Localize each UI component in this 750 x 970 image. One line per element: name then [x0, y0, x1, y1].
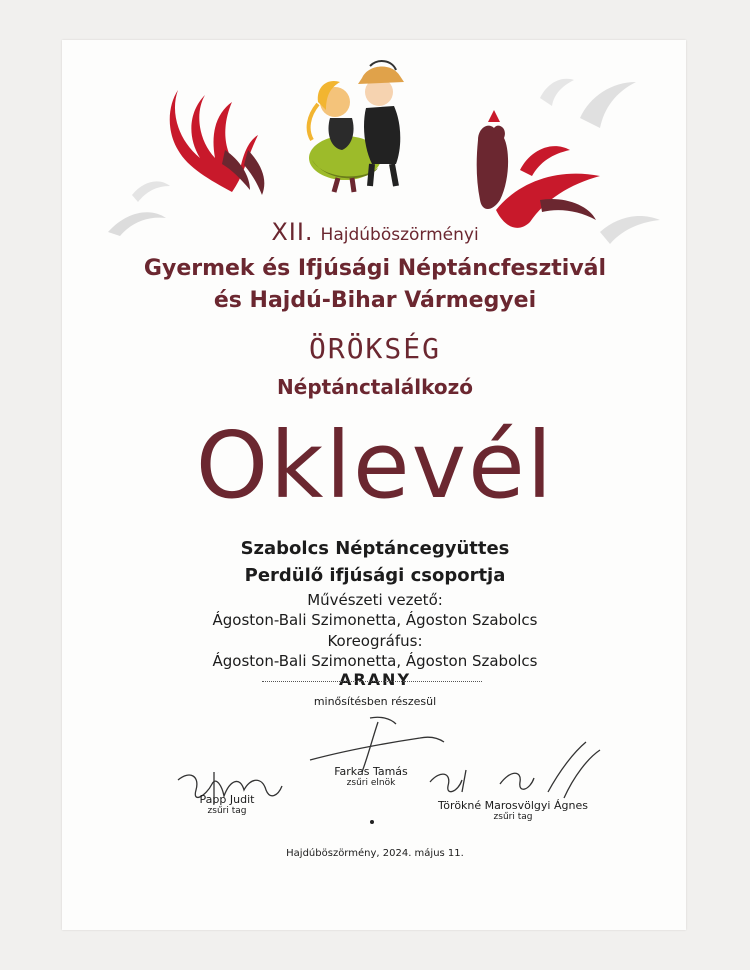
festival-title-line-1	[0, 218, 750, 246]
jury-role: zsűri tag	[493, 812, 533, 822]
group-name: Perdülő ifjúsági csoportja	[244, 565, 506, 586]
artistic-director-label: Művészeti vezető:	[307, 591, 443, 609]
artistic-director-names: Ágoston-Bali Szimonetta, Ágoston Szabolcs	[212, 611, 538, 629]
award-grade: ARANY	[338, 670, 412, 689]
jury-member-left	[172, 793, 282, 816]
jury-member-right	[418, 799, 608, 822]
jury-role: zsűri tag	[207, 806, 247, 816]
festival-title-line-3: és Hajdú-Bihar Vármegyei	[213, 288, 537, 313]
ensemble-name: Szabolcs Néptáncegyüttes	[240, 538, 510, 559]
festival-title-line-5: Néptánctalálkozó	[277, 375, 473, 399]
dancing-couple-illustration	[309, 61, 404, 192]
jury-role: zsűri elnök	[346, 778, 396, 788]
grade-dotted-line	[262, 681, 482, 682]
signature-torokne-marosvolgyi-agnes	[430, 742, 600, 798]
edition-number: XII.	[271, 218, 314, 246]
award-text: minősítésben részesül	[313, 695, 437, 708]
town-name: Hajdúböszörményi	[320, 225, 479, 245]
left-red-floral-motif	[170, 90, 265, 195]
jury-member-center	[316, 765, 426, 788]
jury-name: Farkas Tamás	[334, 765, 408, 778]
diploma-title: Oklevél	[195, 412, 555, 519]
stamp-dot	[370, 820, 374, 824]
signature-farkas-tamas	[310, 717, 444, 772]
place-and-date: Hajdúböszörmény, 2024. május 11.	[286, 848, 464, 859]
festival-title-line-2: Gyermek és Ifjúsági Néptáncfesztivál	[143, 256, 607, 281]
festival-title-line-4: ÖRÖKSÉG	[308, 332, 441, 365]
jury-name: Papp Judit	[199, 793, 255, 806]
choreographer-label: Koreográfus:	[327, 632, 423, 650]
jury-name: Törökné Marosvölgyi Ágnes	[438, 799, 588, 812]
choreographer-names: Ágoston-Bali Szimonetta, Ágoston Szabolcs	[212, 652, 538, 670]
right-red-floral-motif	[477, 110, 600, 228]
